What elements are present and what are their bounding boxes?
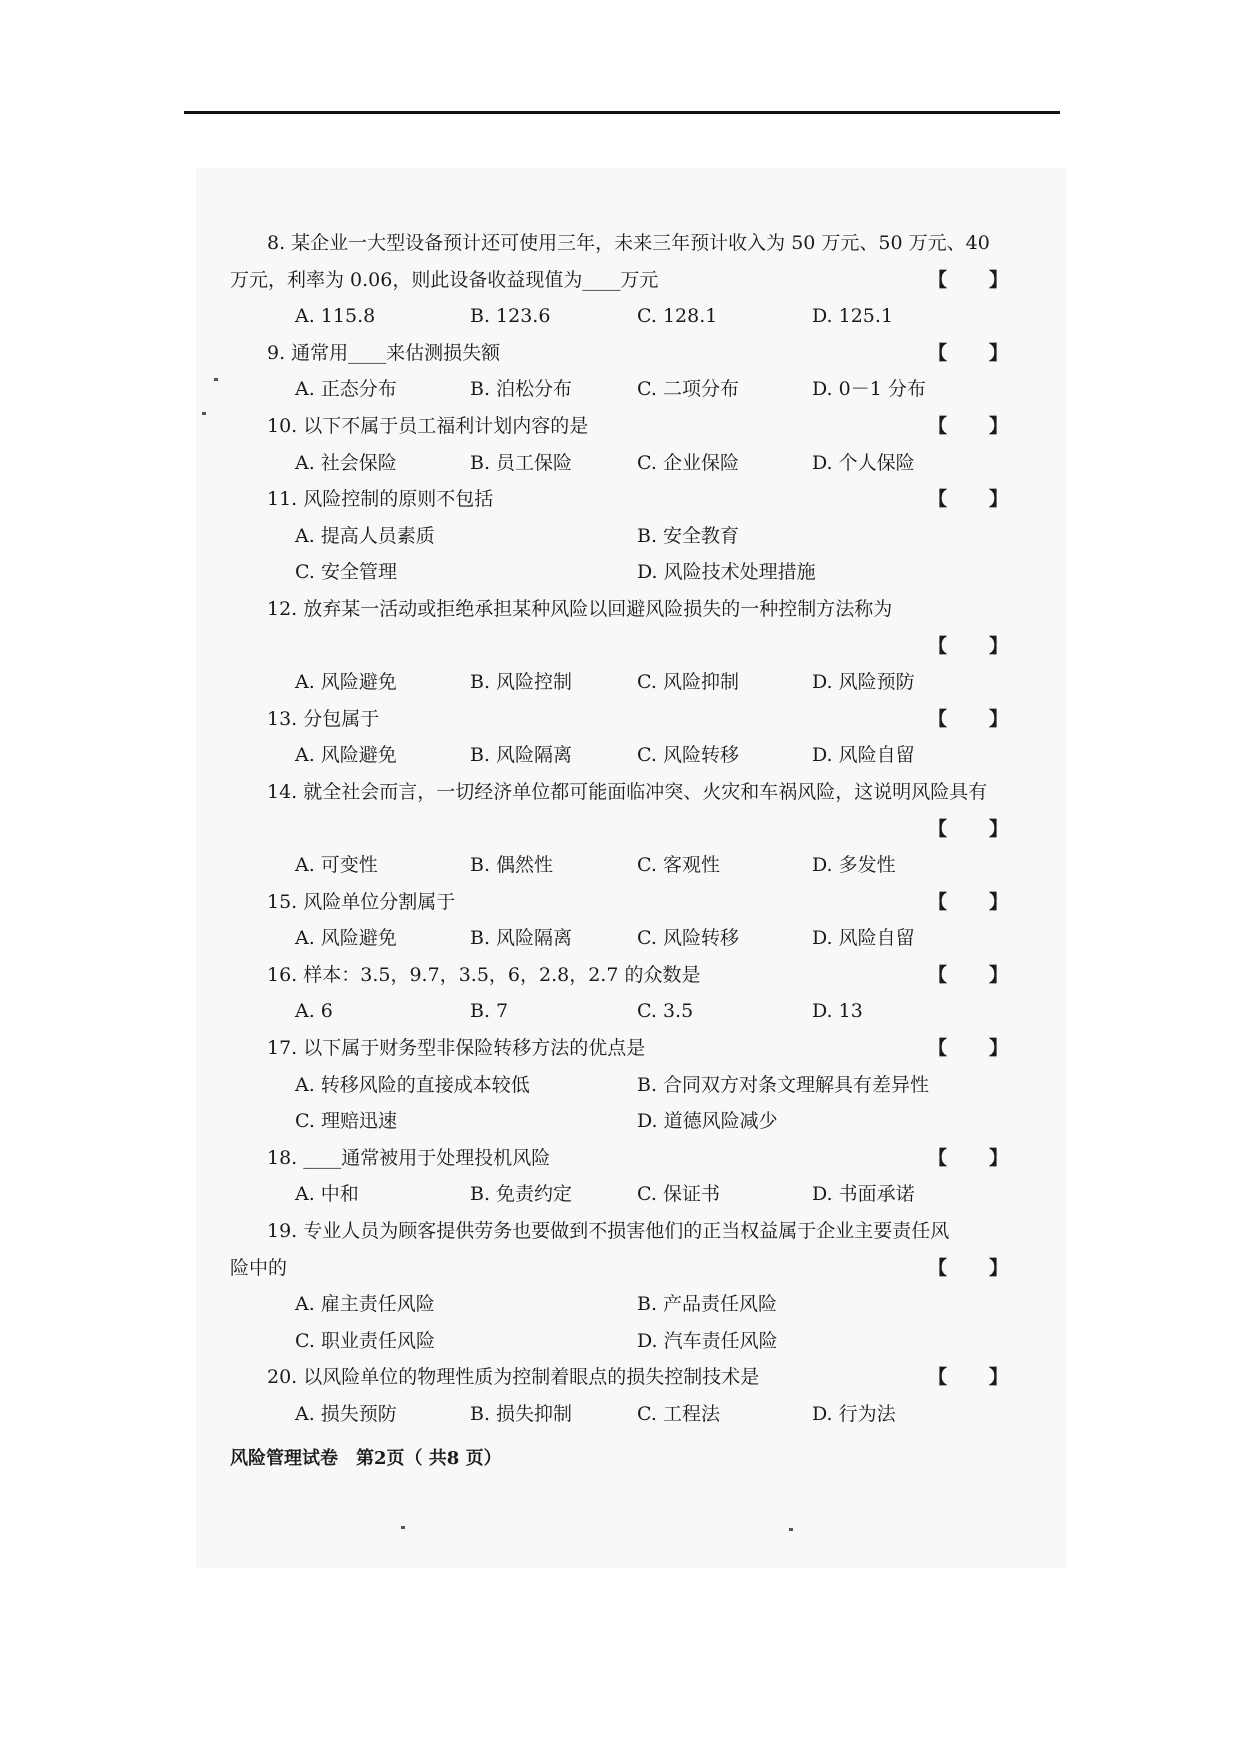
bracket-open: 【 (928, 963, 948, 986)
bracket-open: 【 (928, 817, 948, 840)
question-text: 19. 专业人员为顾客提供劳务也要做到不损害他们的正当权益属于企业主要责任风 (267, 1220, 950, 1243)
options-row (230, 1323, 1018, 1360)
bracket-open: 【 (928, 1146, 948, 1169)
scan-speck (401, 1526, 405, 1529)
bracket-open: 【 (928, 634, 948, 657)
answer-bracket[interactable] (928, 481, 1008, 518)
bracket-open: 【 (928, 1037, 948, 1060)
question-text: 险中的 (230, 1256, 288, 1279)
option-d[interactable]: D. 道德风险减少 (637, 1110, 778, 1133)
options-row (230, 1176, 1018, 1213)
option-a[interactable]: A. 中和 (295, 1183, 359, 1206)
question-9 (230, 335, 1018, 372)
option-d[interactable]: D. 汽车责任风险 (637, 1329, 778, 1352)
question-11 (230, 481, 1018, 518)
option-a[interactable]: A. 提高人员素质 (295, 524, 435, 547)
bracket-close: 】 (988, 1256, 1008, 1279)
scan-speck (202, 412, 206, 415)
option-d[interactable]: D. 0－1 分布 (812, 378, 926, 401)
option-b[interactable]: B. 损失抑制 (470, 1403, 573, 1425)
option-b[interactable]: B. 123.6 (470, 305, 551, 328)
option-a[interactable]: A. 社会保险 (295, 451, 397, 474)
answer-bracket[interactable] (928, 335, 1008, 372)
options-row (230, 554, 1018, 591)
options-row (230, 737, 1018, 774)
question-text: 10. 以下不属于员工福利计划内容的是 (267, 414, 589, 437)
answer-bracket[interactable] (928, 1030, 1008, 1067)
question-12 (230, 591, 1018, 628)
page-footer: 风险管理试卷 第2页（ 共8 页） (230, 1448, 502, 1469)
question-10 (230, 408, 1018, 445)
bracket-close: 】 (988, 1146, 1008, 1169)
option-d[interactable]: D. 个人保险 (812, 451, 915, 474)
answer-bracket[interactable] (928, 1359, 1008, 1396)
question-text: 15. 风险单位分割属于 (267, 890, 456, 913)
bracket-open: 【 (928, 268, 948, 291)
scan-speck (789, 1528, 793, 1531)
options-row (230, 1396, 1018, 1433)
bracket-close: 】 (988, 963, 1008, 986)
question-text: 8. 某企业一大型设备预计还可使用三年，未来三年预计收入为 50 万元、50 万元、40 (267, 232, 990, 254)
bracket-close: 】 (988, 1037, 1008, 1060)
question-20 (230, 1359, 1018, 1396)
question-19-continued (230, 1250, 1018, 1287)
options-row (230, 1067, 1018, 1104)
question-text: 11. 风险控制的原则不包括 (267, 488, 494, 511)
option-d[interactable]: D. 风险技术处理措施 (637, 561, 816, 584)
bracket-close: 】 (988, 817, 1008, 840)
option-c[interactable]: C. 保证书 (637, 1183, 720, 1206)
option-c[interactable]: C. 客观性 (637, 854, 720, 877)
option-d[interactable]: D. 风险自留 (812, 927, 915, 950)
option-c[interactable]: C. 企业保险 (637, 451, 739, 474)
question-text: 14. 就全社会而言，一切经济单位都可能面临冲突、火灾和车祸风险，这说明风险具有 (267, 780, 988, 803)
bracket-open: 【 (928, 890, 948, 913)
option-a[interactable]: A. 115.8 (295, 305, 376, 328)
question-16 (230, 957, 1018, 994)
option-b[interactable]: B. 风险控制 (470, 671, 573, 694)
option-d[interactable]: D. 125.1 (812, 305, 894, 328)
option-b[interactable]: B. 7 (470, 1000, 509, 1023)
answer-bracket[interactable] (928, 628, 1008, 665)
question-19 (230, 1213, 1018, 1250)
option-d[interactable]: D. 行为法 (812, 1403, 896, 1425)
option-a[interactable]: A. 可变性 (295, 854, 378, 877)
option-a[interactable]: A. 转移风险的直接成本较低 (295, 1073, 530, 1096)
option-c[interactable]: C. 理赔迅速 (295, 1110, 397, 1133)
option-b[interactable]: B. 泊松分布 (470, 378, 573, 401)
option-a[interactable]: A. 风险避免 (295, 744, 397, 767)
question-text: 9. 通常用____来估测损失额 (267, 341, 501, 364)
answer-bracket[interactable] (928, 408, 1008, 445)
bracket-close: 】 (988, 341, 1008, 364)
options-row (230, 1103, 1018, 1140)
option-d[interactable]: D. 风险预防 (812, 671, 915, 694)
question-12-bracket-row (230, 628, 1018, 665)
bracket-close: 】 (988, 414, 1008, 437)
question-text: 18. ____通常被用于处理投机风险 (267, 1146, 551, 1169)
options-row (230, 993, 1018, 1030)
option-b[interactable]: B. 员工保险 (470, 451, 573, 474)
question-list (230, 225, 1018, 1433)
bracket-open: 【 (928, 1256, 948, 1279)
question-text: 13. 分包属于 (267, 707, 380, 730)
option-d[interactable]: D. 书面承诺 (812, 1183, 915, 1206)
option-c[interactable]: C. 职业责任风险 (295, 1329, 435, 1352)
option-b[interactable]: B. 安全教育 (637, 524, 740, 547)
option-b[interactable]: B. 风险隔离 (470, 744, 573, 767)
header-rule (184, 111, 1060, 114)
question-13 (230, 701, 1018, 738)
option-c[interactable]: C. 风险抑制 (637, 671, 739, 694)
answer-bracket[interactable] (928, 811, 1008, 848)
bracket-open: 【 (928, 414, 948, 437)
options-row (230, 847, 1018, 884)
bracket-close: 】 (988, 707, 1008, 730)
question-text: 20. 以风险单位的物理性质为控制着眼点的损失控制技术是 (267, 1366, 760, 1389)
question-8 (230, 225, 1018, 262)
bracket-open: 【 (928, 707, 948, 730)
question-8-continued (230, 262, 1018, 299)
bracket-close: 】 (988, 268, 1008, 291)
options-row (230, 518, 1018, 555)
option-d[interactable]: D. 13 (812, 1000, 863, 1023)
option-d[interactable]: D. 多发性 (812, 854, 896, 877)
option-a[interactable]: A. 6 (295, 1000, 333, 1023)
options-row (230, 371, 1018, 408)
answer-bracket[interactable] (928, 1140, 1008, 1177)
option-c[interactable]: C. 128.1 (637, 305, 718, 328)
question-text: 17. 以下属于财务型非保险转移方法的优点是 (267, 1037, 646, 1060)
question-15 (230, 884, 1018, 921)
option-b[interactable]: B. 风险隔离 (470, 927, 573, 950)
options-row (230, 298, 1018, 335)
bracket-close: 】 (988, 890, 1008, 913)
bracket-close: 】 (988, 1366, 1008, 1389)
option-d[interactable]: D. 风险自留 (812, 744, 915, 767)
options-row (230, 920, 1018, 957)
options-row (230, 1286, 1018, 1323)
option-c[interactable]: C. 风险转移 (637, 744, 739, 767)
option-b[interactable]: B. 免责约定 (470, 1183, 573, 1206)
option-c[interactable]: C. 风险转移 (637, 927, 739, 950)
option-c[interactable]: C. 安全管理 (295, 561, 397, 584)
question-text: 12. 放弃某一活动或拒绝承担某种风险以回避风险损失的一种控制方法称为 (267, 597, 893, 620)
options-row (230, 664, 1018, 701)
bracket-open: 【 (928, 488, 948, 511)
options-row (230, 445, 1018, 482)
bracket-close: 】 (988, 634, 1008, 657)
option-a[interactable]: A. 风险避免 (295, 671, 397, 694)
option-a[interactable]: A. 风险避免 (295, 927, 397, 950)
bracket-open: 【 (928, 1366, 948, 1389)
question-text: 16. 样本：3.5，9.7，3.5，6，2.8，2.7 的众数是 (267, 963, 701, 986)
answer-bracket[interactable] (928, 1250, 1008, 1287)
bracket-close: 】 (988, 488, 1008, 511)
option-a[interactable]: A. 雇主责任风险 (295, 1293, 435, 1316)
option-b[interactable]: B. 合同双方对条文理解具有差异性 (637, 1073, 930, 1096)
question-18 (230, 1140, 1018, 1177)
answer-bracket[interactable] (928, 884, 1008, 921)
question-14-bracket-row (230, 811, 1018, 848)
answer-bracket[interactable] (928, 701, 1008, 738)
option-c[interactable]: C. 工程法 (637, 1403, 720, 1425)
option-b[interactable]: B. 偶然性 (470, 854, 554, 877)
option-c[interactable]: C. 3.5 (637, 1000, 694, 1023)
option-b[interactable]: B. 产品责任风险 (637, 1293, 778, 1316)
option-a[interactable]: A. 正态分布 (295, 378, 397, 401)
option-c[interactable]: C. 二项分布 (637, 378, 739, 401)
question-text: 万元，利率为 0.06，则此设备收益现值为____万元 (230, 268, 659, 291)
scan-speck (214, 378, 218, 381)
question-14 (230, 774, 1018, 811)
bracket-open: 【 (928, 341, 948, 364)
answer-bracket[interactable] (928, 957, 1008, 994)
question-17 (230, 1030, 1018, 1067)
option-a[interactable]: A. 损失预防 (295, 1403, 397, 1425)
answer-bracket[interactable] (928, 262, 1008, 299)
